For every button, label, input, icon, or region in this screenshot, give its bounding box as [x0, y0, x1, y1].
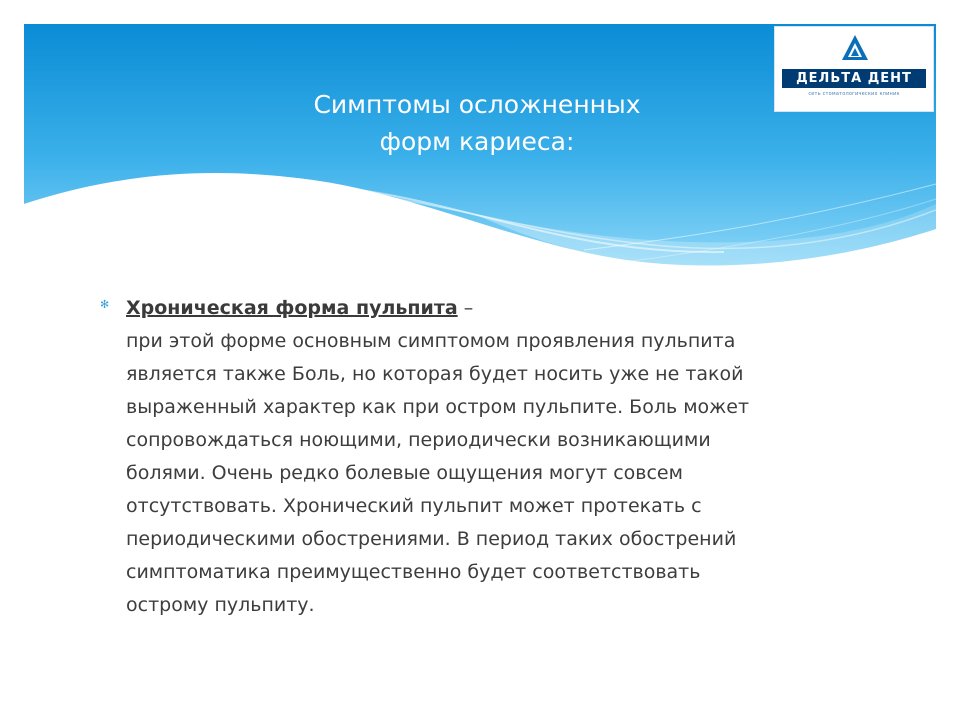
- body-line: болями. Очень редко болевые ощущения могут совсем: [126, 462, 683, 484]
- asterisk-bullet-icon: ✻: [100, 298, 110, 311]
- slide-title: [212, 86, 742, 160]
- body-line: отсутствовать. Хронический пульпит может протекать с: [126, 495, 702, 517]
- body-line: выраженный характер как при остром пульпите. Боль может: [126, 396, 750, 418]
- body-line: острому пульпиту.: [126, 594, 315, 616]
- title-line: форм кариеса:: [379, 127, 575, 156]
- body-line: периодическими обострениями. В период таких обострений: [126, 528, 737, 550]
- term-dash: –: [463, 297, 474, 319]
- body-line: при этой форме основным симптомом проявления пульпита: [126, 330, 736, 352]
- delta-triangle-icon: [840, 33, 870, 63]
- company-logo: [774, 26, 934, 112]
- bullet-heading-line: [126, 292, 866, 325]
- bullet-item: [126, 292, 866, 622]
- logo-subtitle: сеть стоматологических клиник: [808, 91, 900, 97]
- body-line: является также Боль, но которая будет носить уже не такой: [126, 363, 744, 385]
- title-line: Симптомы осложненных: [313, 90, 641, 119]
- term-heading: Хроническая форма пульпита: [126, 297, 458, 319]
- body-line: сопровождаться ноющими, периодически возникающими: [126, 429, 711, 451]
- logo-name: ДЕЛЬТА ДЕНТ: [782, 69, 926, 88]
- body-line: симптоматика преимущественно будет соответствовать: [126, 561, 701, 583]
